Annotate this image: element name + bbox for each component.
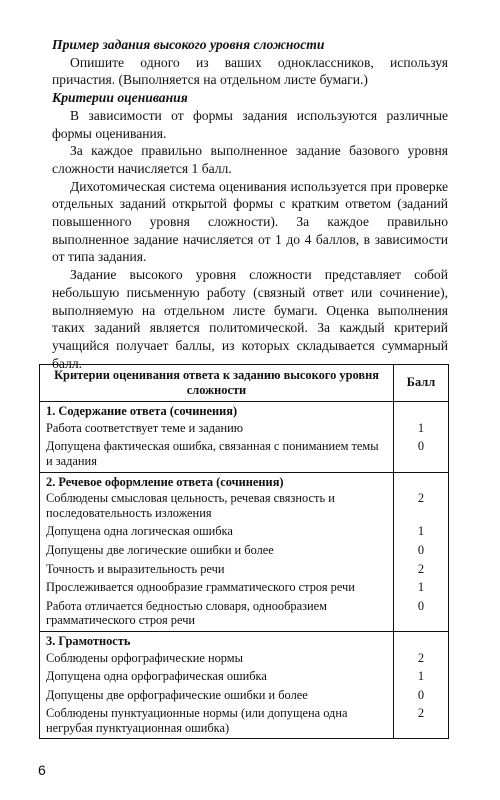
criterion-row bbox=[40, 705, 393, 738]
criterion-row bbox=[40, 490, 393, 523]
criterion-score: 0 bbox=[417, 542, 425, 557]
paragraph-basic-level: За каждое правильно выполненное задание базового уровня сложности начисляется 1 балл. bbox=[52, 143, 448, 176]
score-spacer bbox=[394, 632, 448, 650]
task-example-paragraph: Опишите одного из ваших одноклассников, используя причастия. (Выполняется на отдельном листе бумаги.) bbox=[52, 54, 448, 88]
criteria-cell bbox=[40, 631, 394, 739]
criterion-row bbox=[40, 579, 393, 598]
table-section bbox=[40, 402, 449, 472]
table-header-row bbox=[40, 365, 449, 402]
criterion-text: Допущены две орфографические ошибки и более bbox=[46, 687, 308, 702]
criterion-text: Работа соответствует теме и заданию bbox=[46, 420, 244, 435]
criterion-row bbox=[40, 650, 393, 669]
criterion-row bbox=[40, 438, 393, 471]
paragraph-forms: В зависимости от формы задания используются различные формы оценивания. bbox=[52, 107, 448, 141]
score-spacer bbox=[394, 473, 448, 491]
criterion-score: 1 bbox=[417, 669, 425, 684]
criterion-score: 0 bbox=[417, 439, 425, 454]
criteria-column-header: Критерии оценивания ответа к заданию высокого уровня сложности bbox=[40, 365, 394, 402]
criterion-score: 0 bbox=[417, 598, 425, 613]
criterion-score: 1 bbox=[417, 420, 425, 435]
table-section bbox=[40, 631, 449, 739]
criterion-row bbox=[40, 561, 393, 580]
criterion-score: 1 bbox=[417, 580, 425, 595]
criterion-row bbox=[40, 420, 393, 439]
criterion-score: 0 bbox=[417, 687, 425, 702]
section-title: 1. Содержание ответа (сочинения) bbox=[46, 404, 238, 419]
section-title: 3. Грамотность bbox=[46, 633, 131, 648]
criterion-text: Точность и выразительность речи bbox=[46, 561, 225, 576]
paragraph-dichotomous: Дихотомическая система оценивания используется при проверке отдельных заданий открытой формы с кратким ответом (заданий повышенного уровня сложности). За каждое правильно выполненное задание начисляется от 1 до 4 баллов, в зависимости от типа задания. bbox=[52, 178, 448, 265]
criterion-text: Соблюдены орфографические нормы bbox=[46, 650, 243, 665]
page-number: 6 bbox=[38, 762, 46, 778]
body-text bbox=[52, 36, 448, 372]
criterion-score: 2 bbox=[417, 650, 425, 665]
score-cell bbox=[394, 631, 449, 739]
paragraph-high-level: Задание высокого уровня сложности представляет собой небольшую письменную работу (связный ответ или сочинение), выполняемую на отдельном листе бумаги. Оценка выполнения таких заданий является политомической. За каждый критерий учащийся получает баллы, из которых складывается суммарный балл. bbox=[52, 267, 448, 371]
criterion-text: Работа отличается бедностью словаря, однообразием грамматического строя речи bbox=[46, 598, 327, 628]
table-section bbox=[40, 472, 449, 631]
criterion-score: 2 bbox=[417, 561, 425, 576]
criterion-text: Допущена одна орфографическая ошибка bbox=[46, 669, 267, 684]
criterion-text: Допущена одна логическая ошибка bbox=[46, 524, 233, 539]
criteria-heading: Критерии оценивания bbox=[52, 90, 188, 106]
criterion-row bbox=[40, 598, 393, 631]
criterion-row bbox=[40, 523, 393, 542]
criteria-table bbox=[39, 364, 449, 739]
criterion-text: Соблюдены смысловая цельность, речевая связность и последовательность изложения bbox=[46, 491, 335, 520]
criterion-text: Прослеживается однообразие грамматического строя речи bbox=[46, 580, 355, 595]
score-cell bbox=[394, 472, 449, 631]
criterion-score: 1 bbox=[417, 524, 425, 539]
criteria-cell bbox=[40, 472, 394, 631]
criteria-cell bbox=[40, 402, 394, 472]
task-example-heading: Пример задания высокого уровня сложности bbox=[52, 37, 325, 52]
score-cell bbox=[394, 402, 449, 472]
criterion-score: 2 bbox=[417, 706, 425, 721]
criterion-row bbox=[40, 668, 393, 687]
section-title: 2. Речевое оформление ответа (сочинения) bbox=[46, 474, 284, 489]
table-body bbox=[40, 402, 449, 739]
score-column-header: Балл bbox=[394, 365, 449, 402]
criterion-text: Допущена фактическая ошибка, связанная с пониманием темы и задания bbox=[46, 439, 379, 468]
criterion-row bbox=[40, 542, 393, 561]
criterion-text: Допущены две логические ошибки и более bbox=[46, 542, 274, 557]
criterion-row bbox=[40, 687, 393, 706]
criterion-score: 2 bbox=[417, 491, 425, 506]
criterion-text: Соблюдены пунктуационные нормы (или допущена одна негрубая пунктуационная ошибка) bbox=[46, 706, 348, 735]
score-spacer bbox=[394, 402, 448, 420]
